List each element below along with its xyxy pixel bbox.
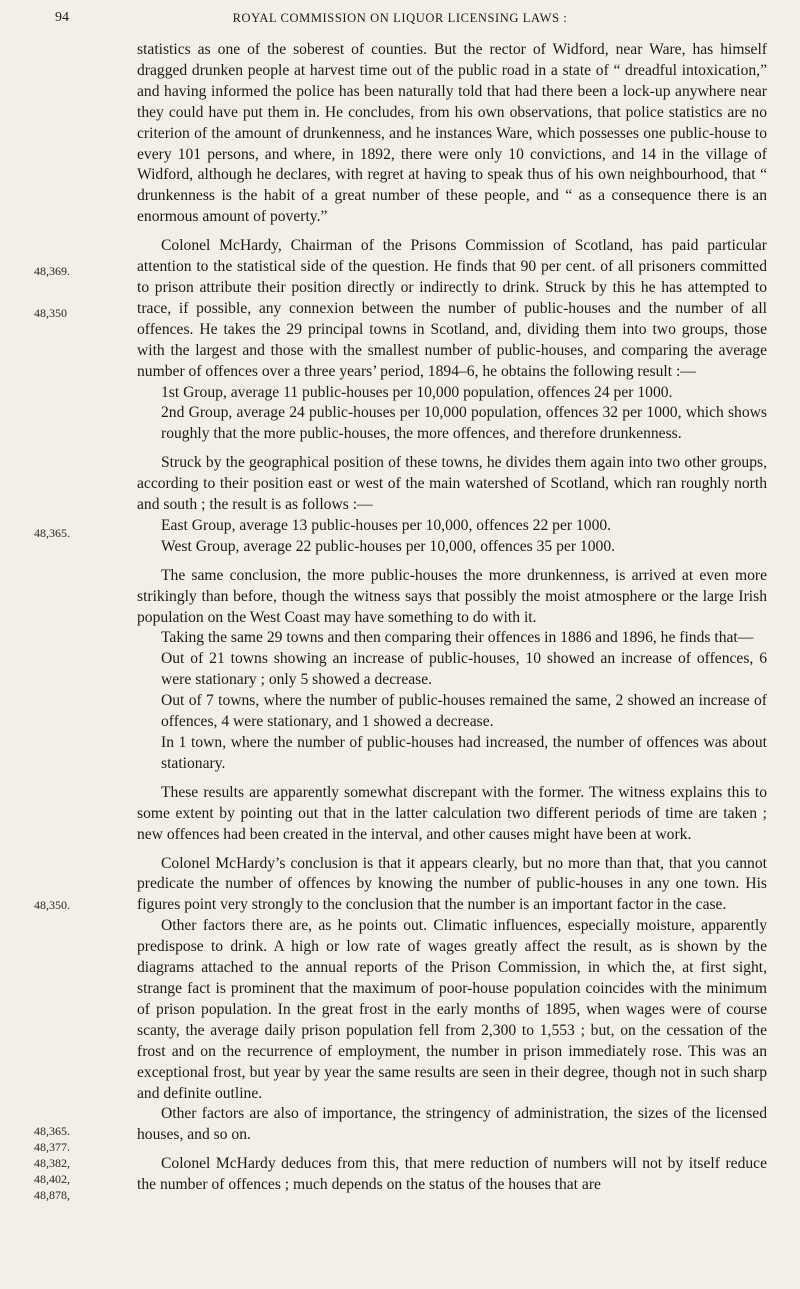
result-line: West Group, average 22 public-houses per 10,000, offences 35 per 1000. [161, 537, 616, 555]
margin-reference: 48,365. [34, 1124, 70, 1138]
paragraph: Colonel McHardy deduces from this, that mere reduction of numbers will not by itself reduce the number of offences ; much depends on the status of the houses that are [137, 1155, 767, 1194]
finding-line: Out of 21 towns showing an increase of public-houses, 10 showed an increase of offences, 6 were stationary ; only 5 showed a decrease. [161, 650, 767, 689]
body-text [137, 40, 767, 1196]
running-head: ROYAL COMMISSION ON LIQUOR LICENSING LAWS : [232, 11, 568, 25]
margin-reference: 48,402, [34, 1172, 70, 1186]
result-line: 1st Group, average 11 public-houses per 10,000 population, offences 24 per 1000. [161, 383, 673, 401]
finding-line: Out of 7 towns, where the number of public-houses remained the same, 2 showed an increase of offences, 4 were stationary, and 1 showed a decrease. [161, 692, 767, 731]
margin-reference: 48,350 [34, 306, 67, 320]
page-number: 94 [55, 10, 69, 25]
paragraph: Taking the same 29 towns and then comparing their offences in 1886 and 1896, he finds that— [161, 629, 754, 647]
margin-reference: 48,369. [34, 264, 70, 278]
margin-reference: 48,382, [34, 1156, 70, 1170]
margin-reference: 48,365. [34, 526, 70, 540]
page-header [0, 10, 800, 30]
paragraph: Other factors are also of importance, the stringency of administration, the sizes of the licensed houses, and so on. [137, 1105, 767, 1144]
finding-line: In 1 town, where the number of public-houses had increased, the number of offences was about stationary. [161, 734, 767, 772]
paragraph: These results are apparently somewhat discrepant with the former. The witness explains this to some extent by pointing out that in the latter calculation two different periods of time are taken ; new offences had been created in the interval, and other causes might have been at work. [137, 783, 767, 843]
margin-reference: 48,377. [34, 1140, 70, 1154]
result-line: East Group, average 13 public-houses per 10,000, offences 22 per 1000. [161, 516, 612, 534]
margin-reference: 48,878, [34, 1188, 70, 1202]
paragraph: Colonel McHardy, Chairman of the Prisons Commission of Scotland, has paid particular attention to the statistical side of the question. He finds that 90 per cent. of all prisoners committed to prison attribute their position directly or indirectly to drink. Struck by this he has attempted to trace, if possible, any connexion between the number of public-houses and the number of all offences. He takes the 29 principal towns in Scotland, and, dividing them into two groups, those with the largest and those with the smallest number of public-houses, and comparing the average number of offences over a three years’ period, 1894–6, he obtains the following result :— [137, 237, 767, 380]
margin-reference: 48,350. [34, 898, 70, 912]
paragraph: Colonel McHardy’s conclusion is that it appears clearly, but no more than that, that you cannot predicate the number of offences by knowing the number of public-houses in any one town. His figures point very strongly to the conclusion that the number is an important factor in the case. [137, 854, 767, 914]
paragraph: statistics as one of the soberest of counties. But the rector of Widford, near Ware, has himself dragged drunken people at harvest time out of the public road in a state of “ dreadful intoxication,” and having informed the police has been naturally told that had there been a lock-up anywhere near they could have put them in. He concludes, from his own observations, that police statistics are no criterion of the amount of drunkenness, and he instances Ware, which possesses one public-house to every 101 persons, and where, in 1892, there were only 10 convictions, and 14 in the village of Widford, although he declares, with regret at having to speak thus of his own neighbourhood, that “ drunkenness is the habit of a great number of these people, and “ as a consequence there is an enormous amount of poverty.” [137, 41, 767, 226]
paragraph: The same conclusion, the more public-houses the more drunkenness, is arrived at even more strikingly than before, though the witness says that possibly the moist atmosphere or the large Irish population on the West Coast may have something to do with it. [137, 566, 767, 626]
paragraph: Other factors there are, as he points out. Climatic influences, especially moisture, apparently predispose to drink. A high or low rate of wages greatly affect the result, as is shown by the diagrams attached to the annual reports of the Prison Commission, in which the, at first sight, strange fact is prominent that the maximum of poor-house population coincides with the minimum of prison population. In the great frost in the early months of 1895, when wages were of course scanty, the average daily prison population fell from 2,300 to 1,553 ; but, on the cessation of the frost and on the recurrence of employment, the number in prison immediately rose. This was an exceptional frost, but year by year the same results are seen in their degree, though not in such sharp and definite outline. [137, 917, 767, 1102]
result-line: 2nd Group, average 24 public-houses per 10,000 population, offences 32 per 1000, which shows roughly that the more public-houses, the more offences, and therefore drunkenness. [161, 404, 767, 443]
paragraph: Struck by the geographical position of these towns, he divides them again into two other groups, according to their position east or west of the main watershed of Scotland, which ran roughly north and south ; the result is as follows :— [137, 454, 767, 514]
